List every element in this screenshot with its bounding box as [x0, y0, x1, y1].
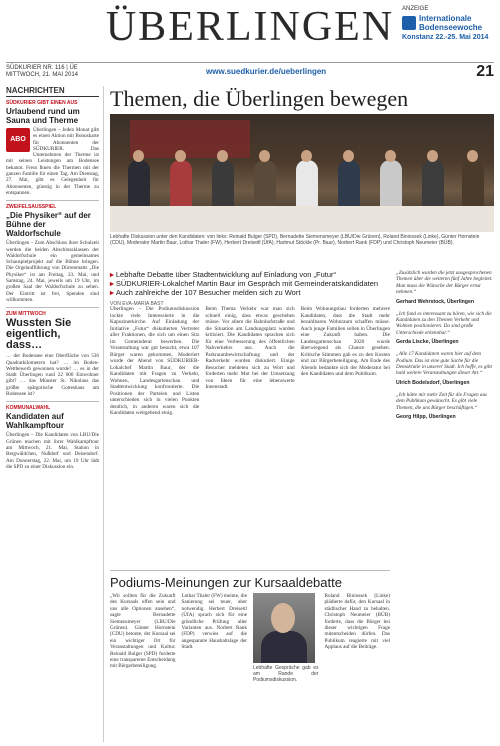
- panelist-head: [259, 150, 270, 162]
- reader-quotes: [396, 270, 494, 746]
- panel-table: [110, 206, 494, 232]
- panelist-head: [467, 150, 478, 162]
- portrait-face: [271, 603, 295, 633]
- lead-bullet: ▸ Lebhafte Debatte über Stadtentwicklung auf Einladung von „Futur“: [110, 270, 336, 279]
- panelist-figure: [170, 160, 192, 212]
- portrait-body: [261, 631, 307, 663]
- panel-discussion-photo: [110, 114, 494, 232]
- quote-author: Gerda Liscke, Überlingen: [396, 339, 459, 346]
- panelist-figure: [338, 160, 360, 212]
- ad-name-line1: Internationale: [419, 14, 472, 23]
- panelist-head: [343, 150, 354, 162]
- masthead: [0, 0, 500, 60]
- lead-bullet-text: Lebhafte Debatte über Stadtentwicklung auf Einladung von „Futur“: [115, 270, 336, 279]
- panelist-head: [175, 150, 186, 162]
- sidebar-item4-kicker: KOMMUNALWAHL: [6, 405, 51, 412]
- sidebar-divider: [6, 307, 99, 308]
- panelist-figure: [462, 160, 484, 212]
- sidebar-item2-title: „Die Physiker“ auf der Bühne der Waldorfschule: [6, 211, 91, 239]
- moderator-figure: [296, 160, 318, 212]
- lead-bullet: ▸ SÜDKURIER-Lokalchef Martin Baur im Gespräch mit Gemeinderatskandidaten: [110, 279, 379, 288]
- sidebar-item3-kicker: ZUM MITTWOCH: [6, 311, 46, 318]
- portrait-photo: [253, 593, 315, 663]
- quote-text: „Alle 17 Kandidaten waren hier auf dem Podium. Das ist eine gute Sache für die Demokratie in unserer Stadt. Ich hoffe, es gibt bald weitere Veranstaltungen dieser Art.“: [396, 351, 492, 377]
- news-sidebar: [6, 86, 104, 742]
- paper-edition: SÜDKURIER NR. 116 | ÜE: [6, 65, 78, 71]
- panelist-head: [133, 150, 144, 162]
- ad-tag: ANZEIGE: [402, 6, 429, 12]
- advertisement-box[interactable]: [402, 6, 494, 56]
- issue-date: MITTWOCH, 21. MAI 2014: [6, 72, 79, 78]
- quote-author: Georg Hilpp, Überlingen: [396, 414, 456, 421]
- main-article: [110, 86, 494, 246]
- panelist-figure: [128, 160, 150, 212]
- abo-badge: ABO: [6, 128, 30, 152]
- quote-text: „Ich fand es interessant zu hören, wie sich die Kandidaten zu den Themen Verkehr und Wohnen positionieren. Da sind große Unterschiede erkennbar.“: [396, 310, 492, 336]
- panelist-figure: [422, 160, 444, 212]
- ad-inner: [402, 14, 494, 32]
- portrait-caption: Lebhafte Gespräche gab es am Rande der Podiumsdiskussion.: [253, 665, 319, 683]
- quote-author: Gerhard Wehrstock, Überlingen: [396, 298, 475, 305]
- quote-text: „Zusätzlich wurden die jetzt ausgesprochenen Themen über die weiteren fünf Jahre begleitet. Man muss die Wünsche der Bürger ernst nehmen.“: [396, 270, 493, 296]
- moderator-head: [301, 150, 312, 162]
- sidebar-item2-text: Überlingen – Zum Abschluss ihrer Schulzeit werden die beiden Abschlussklassen der Waldorfschule ein gemeinsames Schauspielprojekt auf die Bühne bringen. Die Orgelaufführung von Dürrenmatts „Die Physiker“ ist am Freitag, 23. Mai, und Samstag, 24. Mai, jeweils um 19 Uhr, im großen Saal der Waldorfschule zu sehen. Der Eintritt ist frei, Spenden sind willkommen.: [6, 240, 99, 303]
- page-number: 21: [476, 63, 494, 80]
- ad-city: Konstanz: [402, 34, 434, 41]
- sidebar-item4-text: Überlingen – Die Kandidaten von LBU/Die Grünen machen mit ihrer Wahlkampftour am Mittwoch, 21. Mai, Station in Bergwäldchen, Nußdorf und Deisendorf. Am Donnerstag, 22. Mai, um 19 Uhr lädt die SPD zu einer Diskussion ein.: [6, 432, 99, 470]
- article-headline: Themen, die Überlingen bewegen: [110, 86, 409, 111]
- article-column: Beim Wohnungsbau forderten mehrere Kandidaten, dass die Stadt mehr bezahlbaren Wohnraum schaffen müsse. Auch junge Familien sollen in Überlingen eine Zukunft haben. Die Landesgartenschau 2020 wurde überwiegend als Chance gesehen. Kritische Stimmen gab es zu den Kosten und zur Bürgerbeteiligung. Am Ende des Abends bedankte sich der Moderator bei den Kandidaten und dem Publikum.: [300, 306, 390, 377]
- lead-bullet-text: Auch zahlreiche der 107 Besucher melden sich zu Wort: [115, 288, 301, 297]
- secondary-body: [110, 593, 390, 739]
- article-column: Überlingen – Die Podiumsdiskussion lockte viele Interessierte in die Kapuzinerkirche. Auf Einladung der Initiative „Futur“ diskutierten Vertreter aller Fraktionen, die sich um einen Sitz im Gemeinderat bewerben. Die Veranstaltung war gut besucht, etwa 107 Bürger waren gekommen. Moderiert wurde der Abend von SÜDKURIER-Lokalchef Martin Baur, der die Kandidaten mit Fragen zu Verkehr, Wohnen, Landesgartenschau und Stadtentwicklung konfrontierte. Die Positionen der Parteien und Listen unterschieden sich in vielen Punkten deutlich, in anderen waren sich die Kandidaten weitgehend einig.: [110, 306, 200, 416]
- quote-author: Ulrich Bodelsdorf, Überlingen: [396, 379, 470, 386]
- lead-bullet: ▸ Auch zahlreiche der 107 Besucher melden sich zu Wort: [110, 288, 301, 297]
- secondary-headline: Podiums-Meinungen zur Kursaaldebatte: [110, 575, 342, 590]
- ad-date-range: 22.-25. Mai 2014: [435, 34, 489, 41]
- ad-name: [419, 14, 482, 32]
- website-link[interactable]: www.suedkurier.de/ueberlingen: [206, 67, 327, 76]
- lead-bullets: [110, 270, 390, 307]
- panelist-figure: [212, 160, 234, 212]
- panelist-head: [217, 150, 228, 162]
- secondary-article: [110, 570, 390, 746]
- ad-name-line2: Bodenseewoche: [419, 23, 483, 32]
- sidebar-item1-kicker: SÜDKURIER GIBT EINEN AUS: [6, 100, 78, 106]
- secondary-column: „Wir sollten für die Zukunft des Kursaals offen sein und uns alle Optionen ansehen“, sagte Bernadette Siemensmeyer (LBU/Die Grünen). Günter Hornstein (CDU) betonte, der Kursaal sei ein wichtiger Ort für Veranstaltungen und Kultur. Reinald Bulger (SPD) forderte eine transparente Entscheidung mit Bürgerbeteiligung.: [110, 593, 176, 670]
- newspaper-title: ÜBERLINGEN: [105, 4, 395, 50]
- secondary-column: Roland Biniossek (Linke) plädierte dafür, den Kursaal in städtischer Hand zu behalten. Christoph Neumeier (BÜB) forderte, dass die Bürger bei dieser wichtigen Frage mitentscheiden dürfen. Das Publikum reagierte mit viel Applaus auf die Beiträge.: [324, 593, 390, 651]
- panelist-head: [385, 150, 396, 162]
- panelist-figure: [380, 160, 402, 212]
- sidebar-item3-text: … der Bodensee eine Oberfläche von 536 Quadratkilometern hat? … im Boden-Wettbewerb gewonnen wurde? … es in der Stadt Überlingen rund 22 000 Einwohner gibt? … das Münster St. Nikolaus das größte spätgotische Gotteshaus am Bodensee ist?: [6, 353, 99, 398]
- lead-bullet-text: SÜDKURIER-Lokalchef Martin Baur im Gespräch mit Gemeinderatskandidaten: [115, 279, 379, 288]
- sidebar-divider: [6, 401, 99, 402]
- info-bar: [6, 62, 494, 80]
- photo-caption: Lebhafte Diskussion unter den Kandidaten: von links: Reinald Bulger (SPD), Bernadette Siemensmeyer (LBU/Die Grünen), Roland Biniossek (Linke), Günter Hornstein (CDU), Moderator Martin Baur, Lothar Thaler (FW), Herbert Dreiseitl (ÜfA), Hartmut Stöckle (Pr. Baur), Norbert Rank (FDP) und Christoph Neumeier (BÜB).: [110, 234, 480, 246]
- sidebar-item3-title: Wussten Sie eigentlich, dass…: [6, 317, 72, 352]
- secondary-photo-column: [253, 593, 319, 739]
- sidebar-item2-kicker: ZWEIFELSAUSSPIEL: [6, 204, 57, 211]
- sidebar-divider: [6, 200, 99, 201]
- secondary-column: Lothar Thaler (FW) meinte, die Sanierung sei teuer, aber notwendig. Herbert Dreiseitl (ÜfA) sprach sich für eine gründliche Prüfung aller Varianten aus. Norbert Rank (FDP) verwies auf die angespannte Haushaltslage der Stadt.: [181, 593, 247, 651]
- ad-dates: [402, 34, 494, 41]
- sidebar-heading: NACHRICHTEN: [6, 86, 99, 97]
- article-byline: VON EVA-MARIA BAST: [110, 301, 164, 307]
- sidebar-item1-text: Überlingen – Jeden Monat gibt es einen Aktion mit Bonuskarte für Abonnenten der SÜDKURIER. Das Unternehmen der Therme ist mit seinen Leistungen am Bodensee bekannt. Freut Ihnen die Thermen mit der ganzen Familie für einen Tag. Am Dienstag, 27. Mai, gibt es Gelegenheit für Abonnenten, günstig in der Therme zu entspannen.: [6, 127, 99, 196]
- sidebar-item1-title: Urlaubend rund um Sauna und Therme: [6, 107, 80, 125]
- panelist-figure: [254, 160, 276, 212]
- edition-info: [6, 65, 78, 79]
- article-body: [110, 306, 390, 568]
- stage-screen: [130, 120, 250, 158]
- sailboat-logo-icon: [402, 16, 416, 30]
- quote-text: „Ich hätte mir mehr Zeit für die Fragen aus dem Publikum gewünscht. Es gibt viele Themen, die uns Bürger beschäftigen.“: [396, 391, 488, 411]
- panelist-head: [427, 150, 438, 162]
- sidebar-item4-title: Kandidaten auf Wahlkampftour: [6, 412, 64, 431]
- article-column: Beim Thema Verkehr war man sich schnell einig, dass etwas geschehen müsse. Vor allem die Bahnhofstraße und die Situation am Landungsplatz wurden kritisiert. Die Kandidaten sprachen sich für eine Verbesserung des öffentlichen Nahverkehrs aus. Auch die Parkraumbewirtschaftung und der Radverkehr wurden diskutiert. Einige Besucher meldeten sich zu Wort und forderten mehr Mut bei der Umsetzung von Ideen für eine lebenswerte Innenstadt.: [205, 306, 295, 390]
